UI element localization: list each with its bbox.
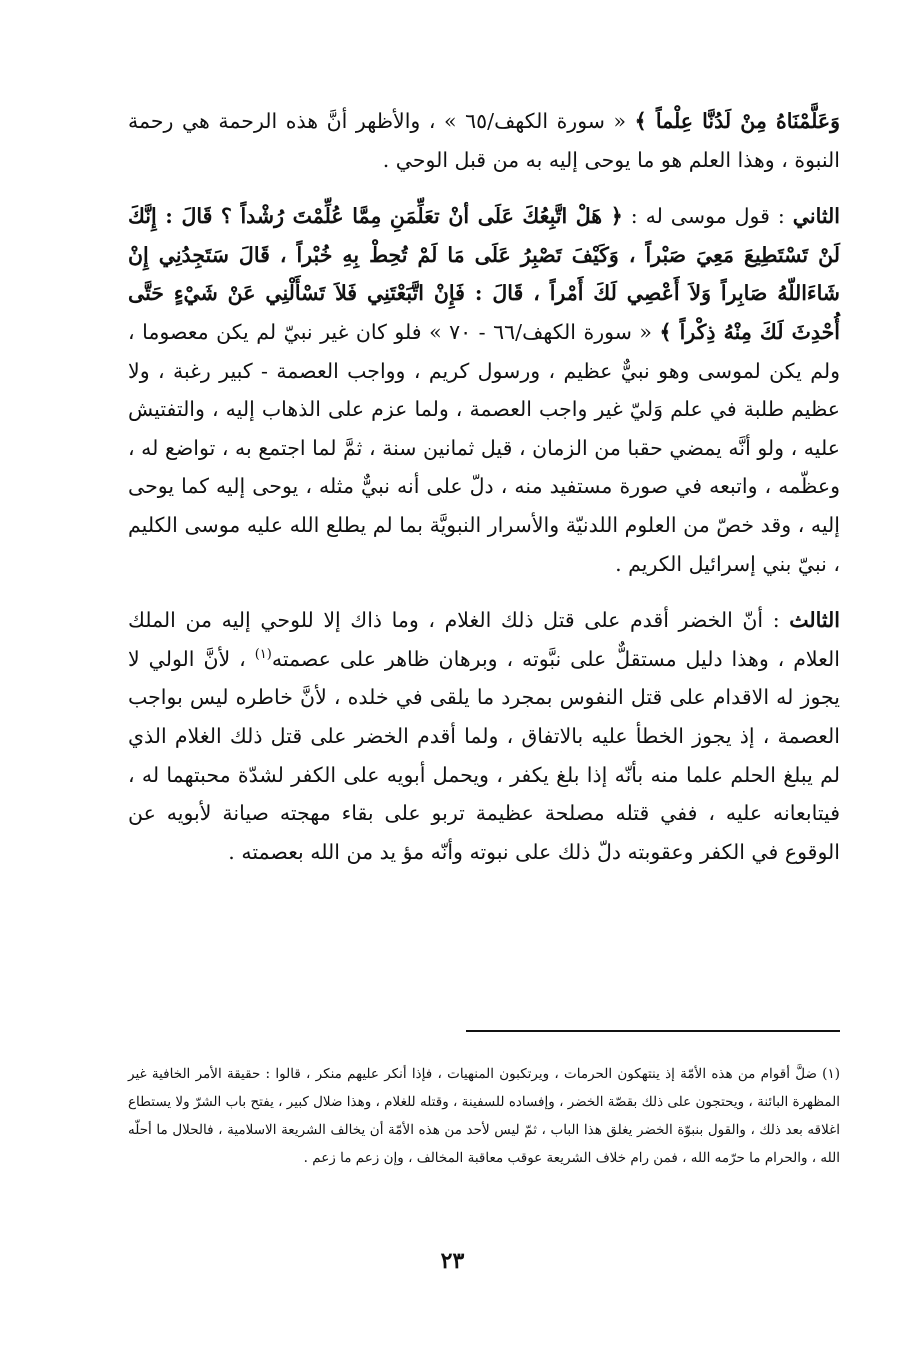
footnote-divider <box>466 1030 840 1032</box>
footnote: (١) ضلَّ أقوام من هذه الأمّة إذ ينتهكون الحرمات ، ويرتكبون المنهيات ، فإذا أنكر عليهم منكر ، قالوا : حقيقة الأمر الخافية غير المظهرة البائنة ، ويحتجون على ذلك بقصّة الخضر ، وإفساده للسفينة ، وقتله للغلام ، وهذا ضلال كبير ، يفتح باب الشرّ ولا يستطاع اغلاقه بعد ذلك ، والقول بنبوّة الخضر يغلق هذا الباب ، ثمّ ليس لأحد من هذه الأمّة أن يخالف الشريعة الاسلامية ، فالحلال ما أحلّه الله ، والحرام ما حرّمه الله ، فمن رام خلاف الشريعة عوقب معاقبة المخالف ، وإن زعم ما زعم . <box>128 1066 840 1166</box>
section-lead: الثاني <box>792 204 840 229</box>
main-text <box>128 102 840 871</box>
page-number: ٢٣ <box>440 1248 465 1274</box>
paragraph-text: « سورة الكهف/٦٦ - ٧٠ » فلو كان غير نبيّ لم يكن معصوما ، ولم يكن لموسى وهو نبيٌّ عظيم ، ورسول كريم ، وواجب العصمة - كبير رغبة ، ولا عظيم طلبة في علم وَليّ غير واجب العصمة ، ولما عزم على الذهاب إليه ، والتفتيش عليه ، ولو أنَّه يمضي حقبا من الزمان ، قيل ثمانين سنة ، ثمَّ لما اجتمع به ، تواضع له ، وعظّمه ، واتبعه في صورة مستفيد منه ، دلّ على أنه نبيٌّ مثله ، يوحى إليه كما يوحى إليه ، وقد خصّ من العلوم اللدنيّة والأسرار النبويَّة بما لم يطلع الله عليه موسى الكليم ، نبيّ بني إسرائيل الكريم . <box>128 319 841 576</box>
paragraph-3 <box>128 601 840 871</box>
paragraph-intro: : قول موسى له : <box>630 204 785 229</box>
footnote-reference[interactable]: (١) <box>254 646 272 662</box>
section-lead: الثالث <box>789 608 840 633</box>
paragraph-text: « سورة الكهف/٦٥ » ، والأظهر أنَّ هذه الرحمة هي رحمة النبوة ، وهذا العلم هو ما يوحى إليه به من قبل الوحي . <box>128 109 840 172</box>
quran-quote: وَعَلَّمْنَاهُ مِنْ لَدُنَّا عِلْماً ﴾ <box>634 109 840 133</box>
paragraph-1 <box>128 102 840 179</box>
quran-quote: ﴿ هَلْ اتَّبِعُكَ عَلَى أنْ تعَلِّمَنِ مِمَّا عُلِّمْتَ رُشْداً ؟ قَالَ : إِنَّكَ لَنْ تَسْتَطِيعَ مَعِيَ صَبْراً ، وَكَيْفَ تَصْبِرُ عَلَى مَا لَمْ تُحِطْ بِهِ خُبْراً ، قَالَ سَتَجِدُنِي إِنْ شَاءَاللّهُ صَابِراً وَلاَ أَعْصِي لَكَ أَمْراً ، قَالَ : فَإِنْ اتَّبَعْتَنِي فَلاَ تَسْأَلْنِي عَنْ شَيْءٍ حَتَّى أُحْدِثَ لَكَ مِنْهُ ذِكْراً ﴾ <box>128 204 841 344</box>
paragraph-text: : أنّ الخضر أقدم على قتل ذلك الغلام ، وما ذاك إلا للوحي إليه من الملك العلام ، وهذا دليل مستقلٌّ على نبَّوته ، وبرهان ظاهر على عصمته <box>128 608 840 671</box>
paragraph-2 <box>128 197 840 583</box>
paragraph-text: ، لأنَّ الولي لا يجوز له الاقدام على قتل النفوس بمجرد ما يلقى في خلده ، لأنَّ خاطره ليس بواجب العصمة ، إذ يجوز الخطأ عليه بالاتفاق ، ولما أقدم الخضر على قتل ذلك الغلام الذي لم يبلغ الحلم علما منه بأنّه إذا بلغ يكفر ، ويحمل أبويه على الكفر لشدّة محبتهما له ، فيتابعانه عليه ، ففي قتله مصلحة عظيمة تربو على بقاء مهجته صيانة لأبويه عن الوقوع في الكفر وعقوبته دلّ ذلك على نبوته وأنّه مؤ يد من الله بعصمته . <box>128 646 840 864</box>
